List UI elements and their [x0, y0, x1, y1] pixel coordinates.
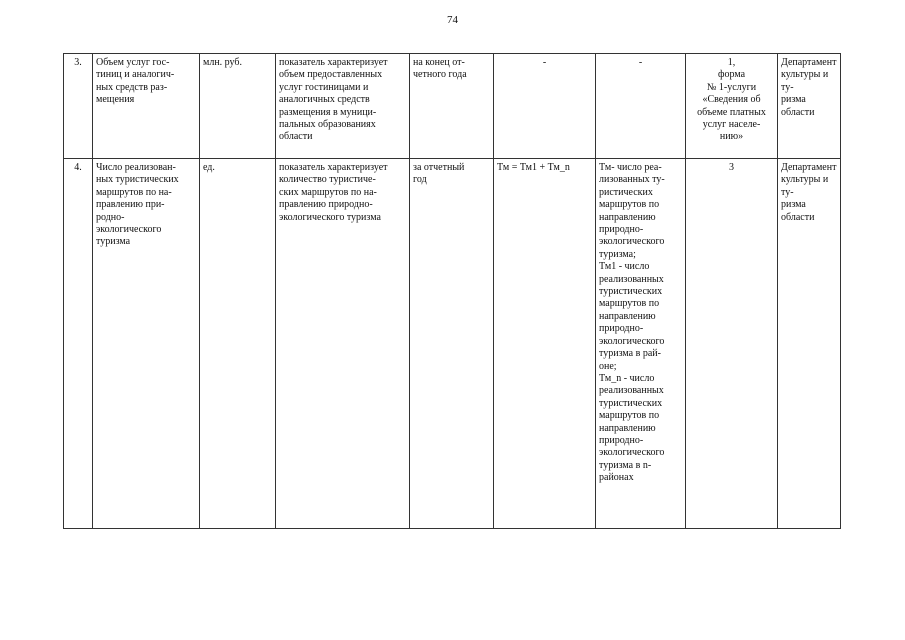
time-characteristic: на конец от- четного года: [410, 54, 494, 159]
responsible-body: Департамент культуры и ту- ризма области: [778, 54, 841, 159]
data-source: 3: [686, 159, 778, 529]
unit-of-measure: млн. руб.: [200, 54, 276, 159]
table-row: [64, 159, 841, 529]
formula-notation: Тм- число реа- лизованных ту- ристических маршрутов по направлению природно- экологического туризма; Тм1 - число реализованных туристических маршрутов по направлению природно- экологического туризма в рай- оне; Тм_n - число реализованных туристических маршрутов по направлению природно- экологического туризма в n- районах: [596, 159, 686, 529]
calculation-formula: -: [494, 54, 596, 159]
page-number: 74: [447, 14, 458, 26]
indicator-description: показатель характеризует количество туристиче- ских маршрутов по на- правлению природно- экологического туризма: [276, 159, 410, 529]
time-characteristic: за отчетный год: [410, 159, 494, 529]
table-row: [64, 54, 841, 159]
calculation-formula: Тм = Тм1 + Тм_n: [494, 159, 596, 529]
data-source: 1, форма № 1-услуги «Сведения об объеме платных услуг населе- нию»: [686, 54, 778, 159]
indicator-description: показатель характеризует объем предоставленных услуг гостиницами и аналогичных средств размещения в муници- пальных образованиях области: [276, 54, 410, 159]
row-number: 4.: [64, 159, 93, 529]
indicator-name: Число реализован- ных туристических маршрутов по на- правлению при- родно- экологического туризма: [93, 159, 200, 529]
unit-of-measure: ед.: [200, 159, 276, 529]
indicator-name: Объем услуг гос- тиниц и аналогич- ных средств раз- мещения: [93, 54, 200, 159]
row-number: 3.: [64, 54, 93, 159]
indicators-table: [63, 53, 841, 529]
formula-notation: -: [596, 54, 686, 159]
responsible-body: Департамент культуры и ту- ризма области: [778, 159, 841, 529]
